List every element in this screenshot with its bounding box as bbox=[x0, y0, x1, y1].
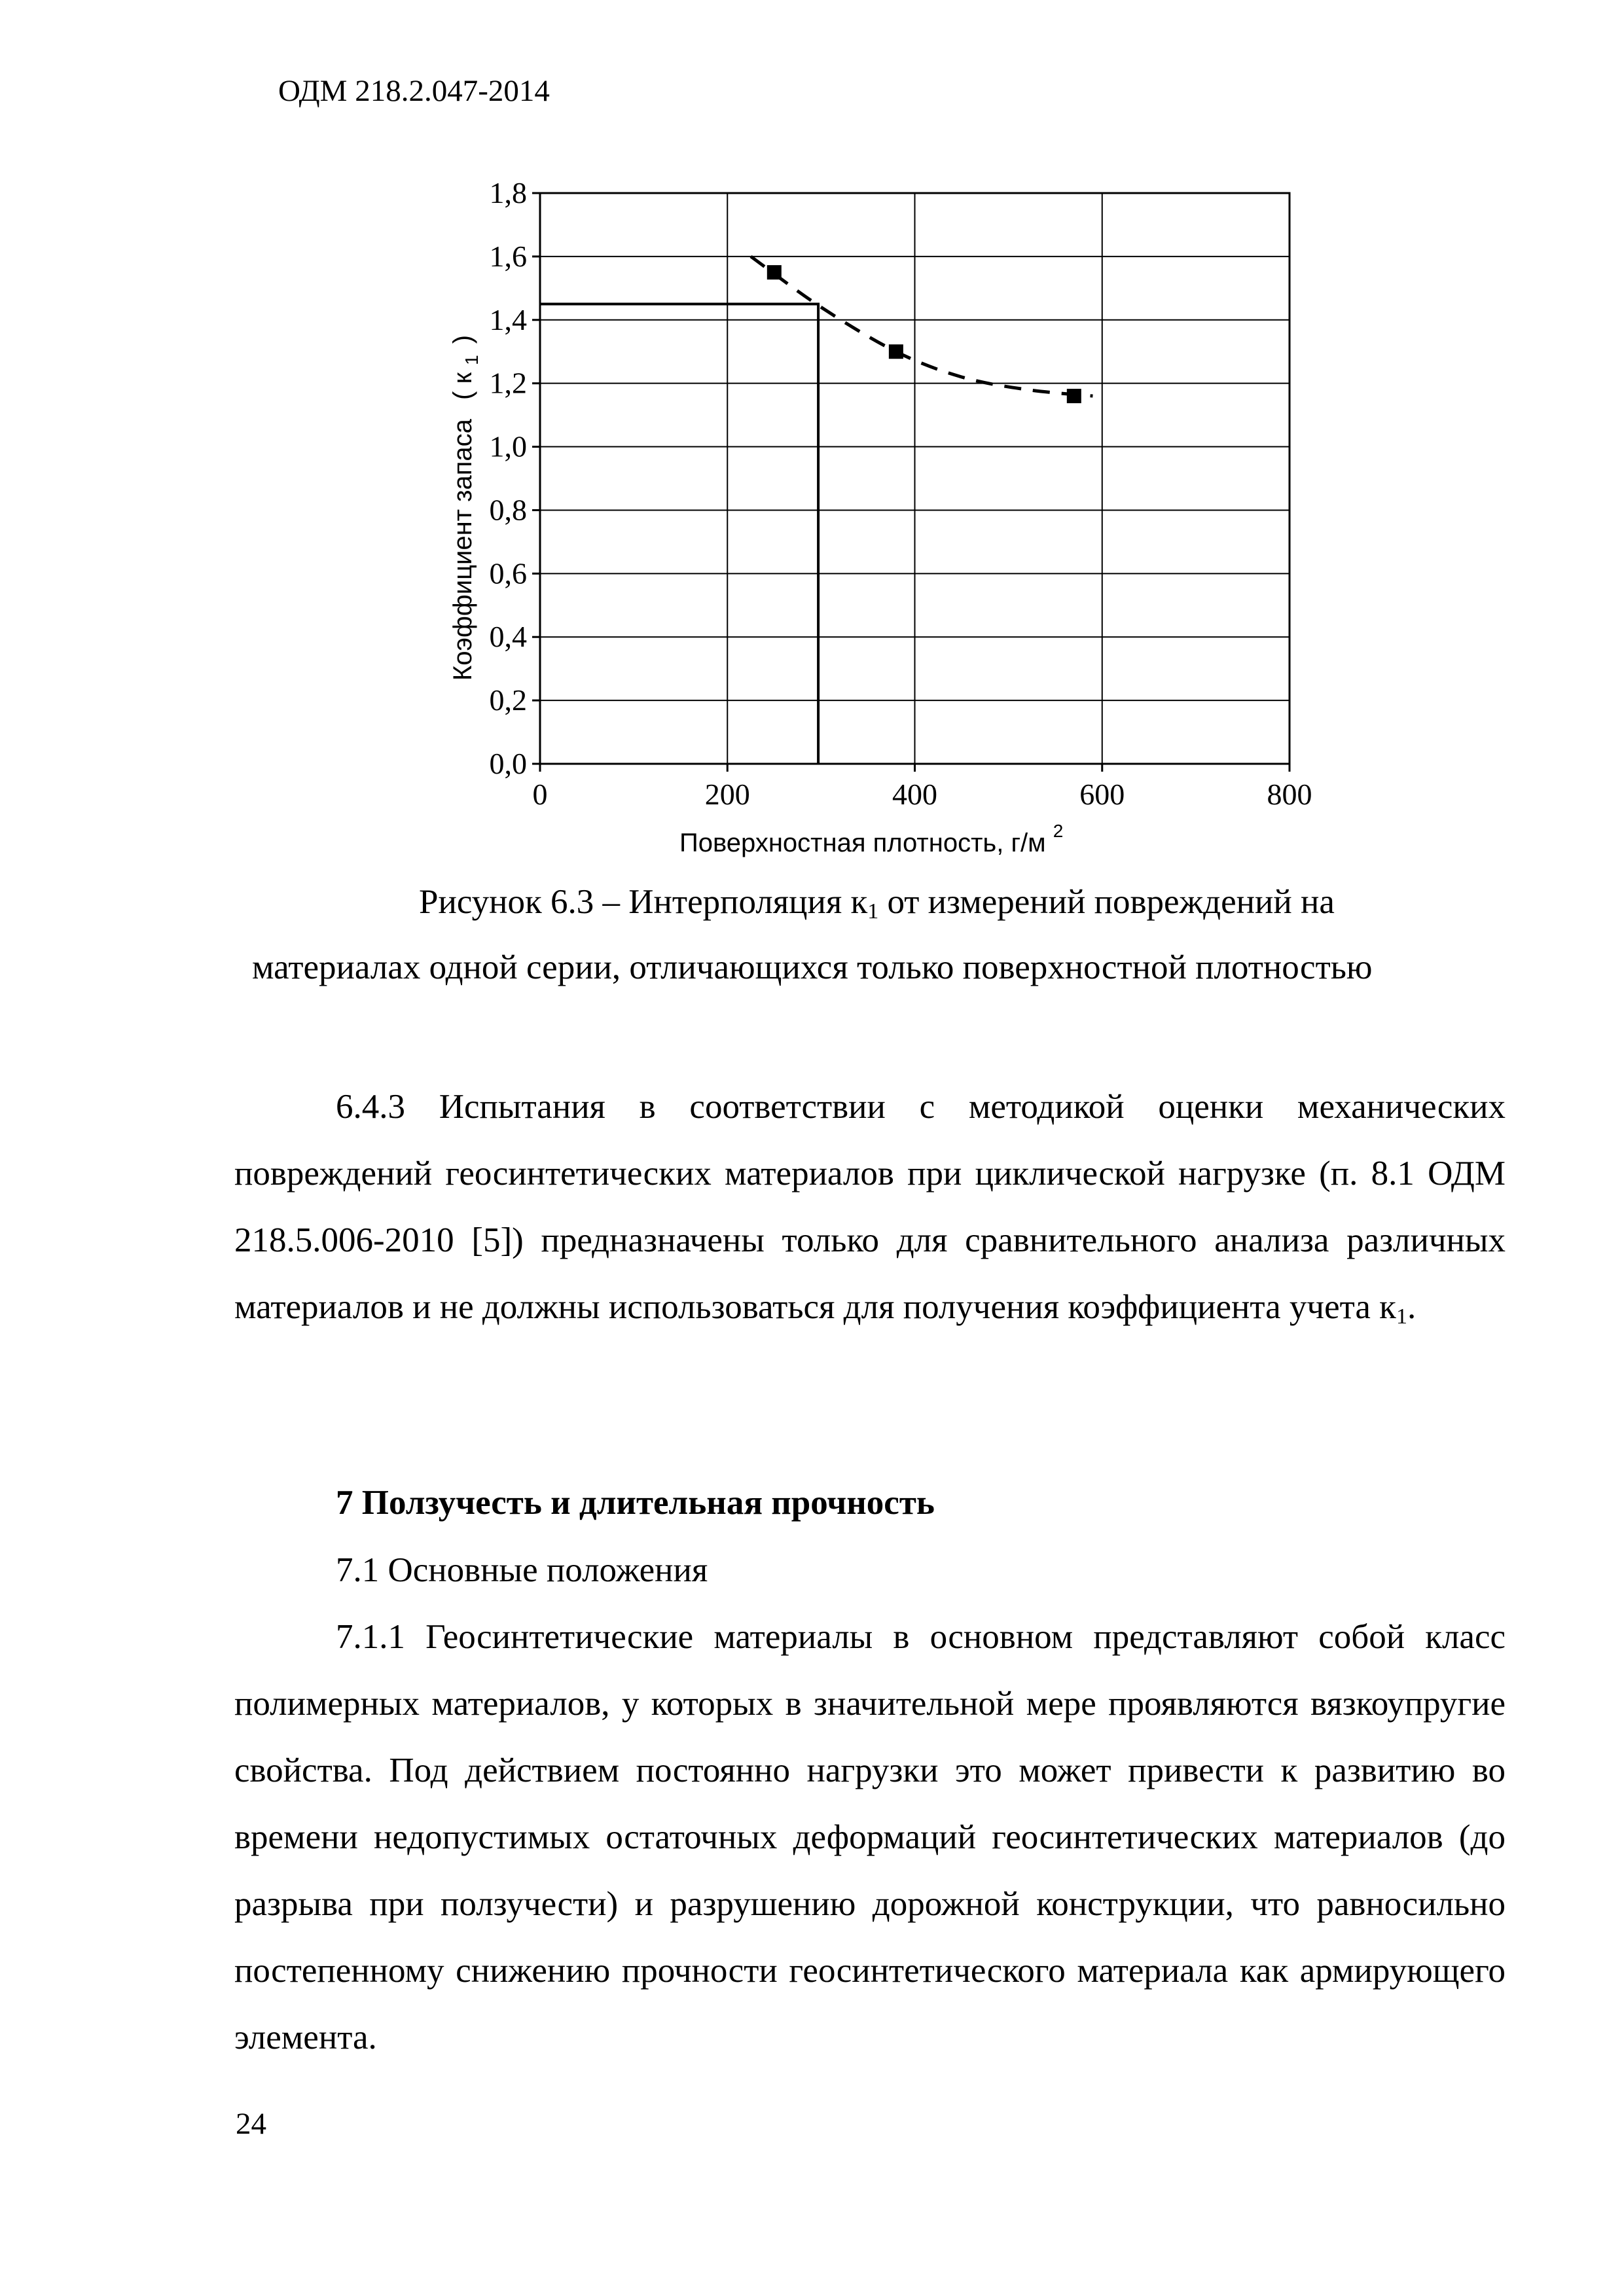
fit-curve bbox=[751, 257, 1092, 396]
x-axis-label-main: Поверхностная плотность, г/м bbox=[679, 829, 1046, 857]
y-tick-label: 0,6 bbox=[489, 556, 527, 590]
paragraph-6-4-3 bbox=[234, 1073, 1506, 1340]
figure-caption-line-1 bbox=[419, 882, 1335, 922]
x-axis-label bbox=[679, 821, 1063, 857]
interpolation-lines bbox=[540, 304, 818, 764]
y-tick-label: 0,0 bbox=[489, 747, 527, 780]
data-point-marker bbox=[767, 265, 782, 279]
y-axis-label-main: Коэффициент запаса bbox=[448, 419, 477, 681]
paragraph-7-1-1-text: 7.1.1 Геосинтетические материалы в основном представляют собой класс полимерных материалов, у которых в значительной мере проявляются вязкоупругие свойства. Под действием постоянно нагрузки это может привести к развитию во времени недопустимых остаточных деформаций геосинтетических материалов (до разрыва при ползучести) и разрушению дорожной конструкции, что равносильно постепенному снижению прочности геосинтетического материала как армирующего элемента. bbox=[234, 1618, 1506, 2056]
caption-prefix: Рисунок 6.3 – Интерполяция к bbox=[419, 883, 868, 921]
y-tick-label: 1,0 bbox=[489, 429, 527, 463]
y-tick-labels bbox=[490, 176, 528, 780]
x-tick-label: 600 bbox=[1079, 778, 1125, 811]
document-code-header: ОДМ 218.2.047-2014 bbox=[278, 74, 550, 108]
y-tick-label: 1,4 bbox=[489, 302, 527, 336]
y-axis-label-close: ) bbox=[448, 334, 477, 344]
y-axis-label bbox=[448, 335, 484, 681]
y-axis-label-open: ( к bbox=[448, 372, 477, 400]
chart-frame bbox=[532, 193, 1290, 772]
y-tick-label: 1,8 bbox=[489, 176, 527, 209]
interpolation-guide-line bbox=[540, 304, 818, 764]
paragraph-6-4-3-subscript: 1 bbox=[1396, 1304, 1407, 1329]
y-tick-label: 0,2 bbox=[489, 683, 527, 717]
data-points bbox=[767, 265, 1081, 403]
caption-subscript: 1 bbox=[867, 899, 879, 924]
caption-suffix: от измерений повреждений на bbox=[878, 883, 1335, 921]
data-point-marker bbox=[889, 344, 903, 359]
x-tick-label: 200 bbox=[704, 778, 750, 811]
x-axis-label-superscript: 2 bbox=[1053, 821, 1064, 841]
paragraph-7-1-1 bbox=[234, 1604, 1506, 2071]
paragraph-6-4-3-end: . bbox=[1407, 1288, 1416, 1326]
fit-curve-dashed-line bbox=[751, 257, 1092, 396]
y-axis-label-sub: 1 bbox=[461, 355, 482, 365]
y-tick-label: 0,4 bbox=[489, 620, 527, 654]
x-tick-label: 0 bbox=[532, 778, 548, 811]
section-heading-7: 7 Ползучесть и длительная прочность bbox=[336, 1484, 935, 1522]
paragraph-6-4-3-text: 6.4.3 Испытания в соответствии с методикой оценки механических повреждений геосинтетических материалов при циклической нагрузке (п. 8.1 ОДМ 218.5.006-2010 [5]) предназначены только для сравнительного анализа различных материалов и не должны использоваться для получения коэффициента учета к bbox=[234, 1088, 1506, 1326]
page-number: 24 bbox=[236, 2107, 266, 2141]
chart-grid bbox=[540, 193, 1290, 764]
x-tick-labels bbox=[533, 778, 1312, 811]
x-tick-label: 800 bbox=[1267, 778, 1312, 811]
y-tick-label: 0,8 bbox=[489, 493, 527, 527]
figure-6-3-chart bbox=[419, 167, 1348, 880]
y-tick-label: 1,6 bbox=[489, 239, 527, 273]
data-point-marker bbox=[1067, 389, 1081, 403]
subsection-heading-7-1: 7.1 Основные положения bbox=[336, 1551, 708, 1589]
x-tick-label: 400 bbox=[892, 778, 937, 811]
chart-svg bbox=[419, 167, 1348, 880]
figure-caption-line-2: материалах одной серии, отличающихся только поверхностной плотностью bbox=[252, 948, 1373, 986]
y-tick-label: 1,2 bbox=[489, 366, 527, 400]
